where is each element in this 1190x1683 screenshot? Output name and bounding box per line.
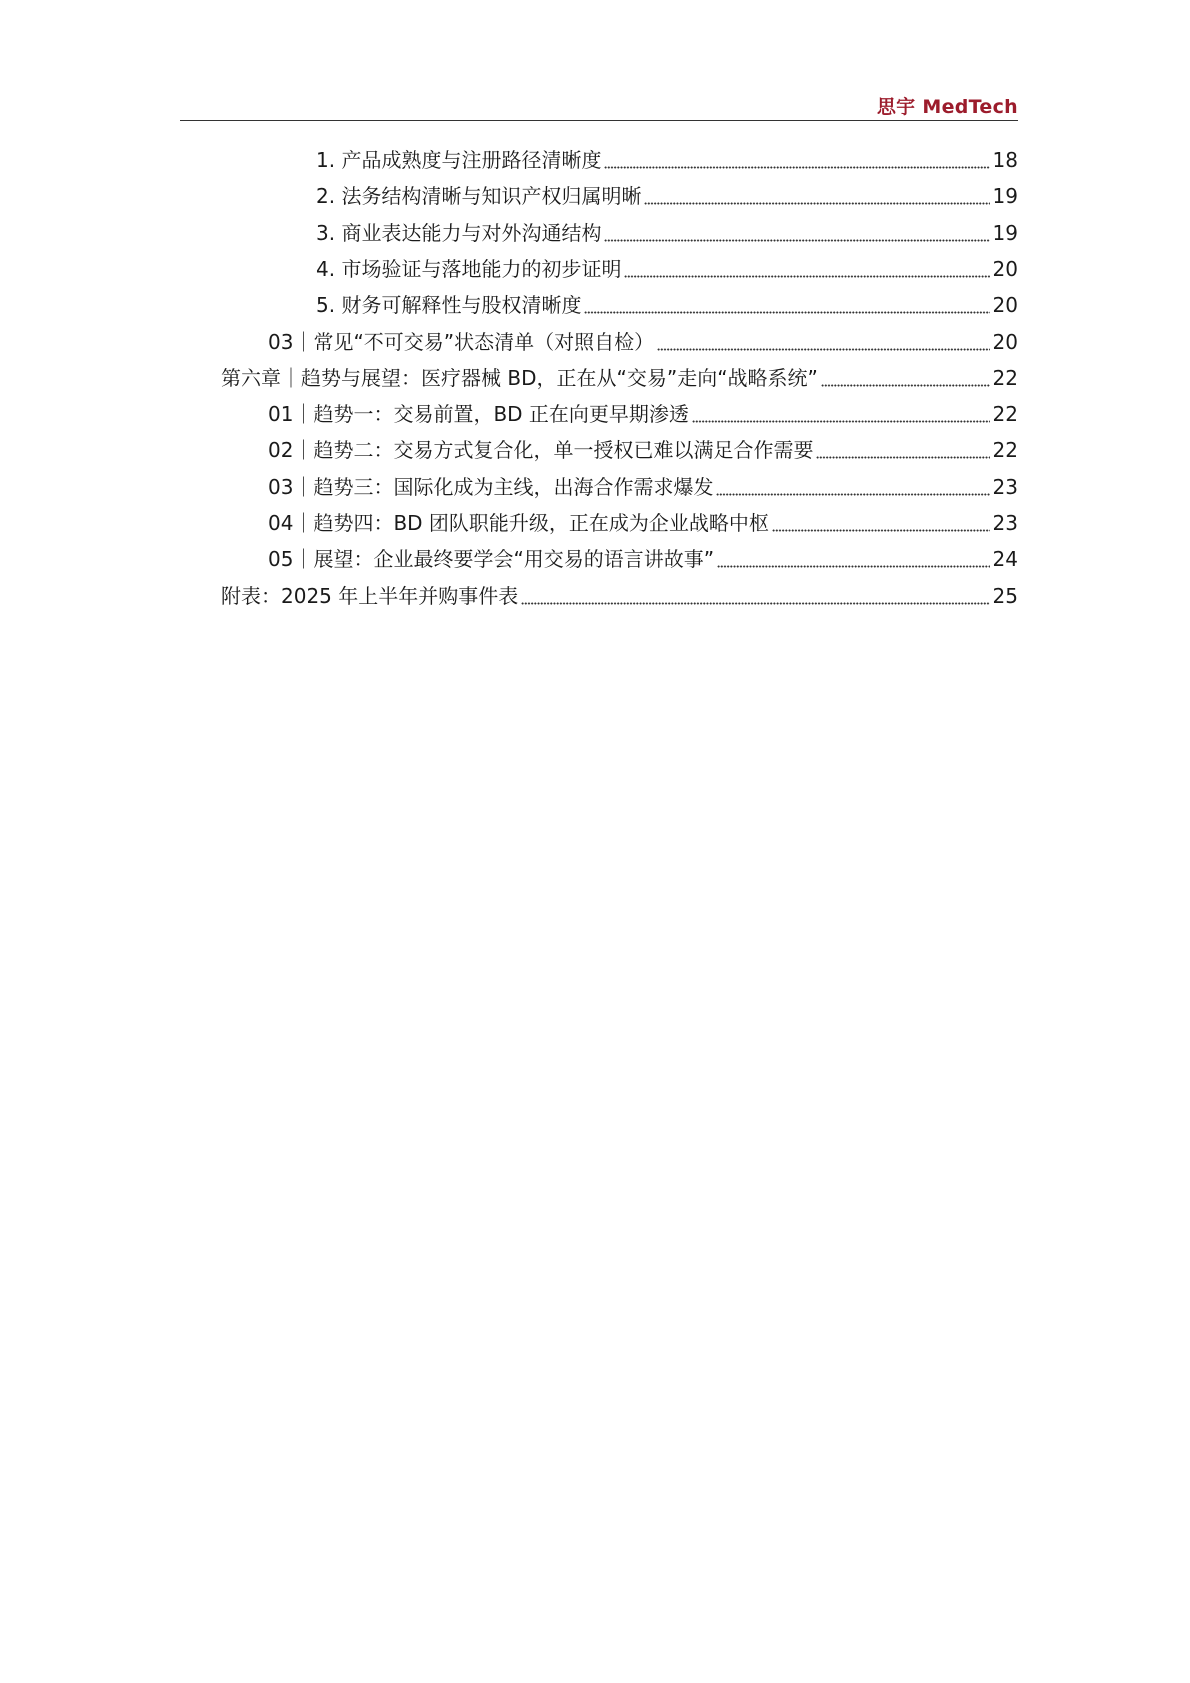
toc-entry-page: 19 [992, 184, 1018, 209]
dot-leader [692, 399, 990, 429]
dot-leader [624, 254, 989, 284]
toc-entry-page: 20 [992, 293, 1018, 318]
toc-entry-title: 05｜展望：企业最终要学会“用交易的语言讲故事” [268, 547, 715, 572]
toc-entry-title: 3. 商业表达能力与对外沟通结构 [316, 220, 602, 245]
toc-entry[interactable] [268, 399, 1018, 429]
toc-entry[interactable] [268, 544, 1018, 574]
dot-leader [657, 327, 989, 357]
toc-entry-page: 23 [992, 511, 1018, 535]
toc-entry-title: 03｜趋势三：国际化成为主线，出海合作需求爆发 [268, 474, 714, 499]
toc-entry[interactable] [268, 508, 1018, 538]
toc-entry-page: 20 [992, 256, 1018, 281]
toc-entry-title: 2. 法务结构清晰与知识产权归属明晰 [316, 184, 642, 209]
dot-leader [816, 435, 989, 465]
toc-entry-title: 附表：2025 年上半年并购事件表 [221, 583, 519, 608]
dot-leader [717, 544, 989, 574]
toc-entry[interactable] [316, 145, 1018, 175]
toc-entry[interactable] [316, 290, 1018, 320]
dot-leader [604, 218, 989, 248]
toc-entry-title: 04｜趋势四：BD 团队职能升级，正在成为企业战略中枢 [268, 511, 769, 535]
dot-leader [584, 290, 989, 320]
toc-entry[interactable] [316, 218, 1018, 248]
toc-entry-page: 25 [992, 583, 1018, 608]
toc-entry[interactable] [316, 254, 1018, 284]
toc-entry-page: 19 [992, 220, 1018, 245]
toc-entry-title: 02｜趋势二：交易方式复合化，单一授权已难以满足合作需要 [268, 438, 814, 463]
toc-entry-page: 24 [992, 547, 1018, 572]
toc-entry-title: 5. 财务可解释性与股权清晰度 [316, 293, 582, 318]
toc-entry-page: 20 [992, 329, 1018, 354]
page-header [180, 88, 1018, 121]
brand-logo: 思宇 MedTech [876, 96, 1018, 118]
toc-entry[interactable] [268, 472, 1018, 502]
toc-entry-page: 22 [992, 402, 1018, 427]
dot-leader [521, 581, 989, 611]
dot-leader [821, 363, 990, 393]
toc-entry-page: 18 [992, 148, 1018, 172]
toc-entry[interactable] [268, 435, 1018, 465]
toc-entry-title: 1. 产品成熟度与注册路径清晰度 [316, 148, 602, 172]
toc-entry-page: 22 [992, 438, 1018, 463]
toc-entry-title: 4. 市场验证与落地能力的初步证明 [316, 256, 622, 281]
toc-entry-title: 01｜趋势一：交易前置，BD 正在向更早期渗透 [268, 402, 689, 427]
toc-entry[interactable] [316, 181, 1018, 211]
dot-leader [644, 181, 989, 211]
toc-entry-title: 第六章｜趋势与展望：医疗器械 BD，正在从“交易”走向“战略系统” [221, 365, 818, 390]
dot-leader [716, 472, 989, 502]
dot-leader [772, 508, 990, 538]
toc-entry-page: 22 [992, 365, 1018, 390]
toc-entry[interactable] [221, 363, 1018, 393]
toc-entry[interactable] [268, 327, 1018, 357]
toc-entry[interactable] [221, 581, 1018, 611]
toc-entry-title: 03｜常见“不可交易”状态清单（对照自检） [268, 329, 655, 354]
toc-entry-page: 23 [992, 474, 1018, 499]
dot-leader [604, 145, 989, 175]
